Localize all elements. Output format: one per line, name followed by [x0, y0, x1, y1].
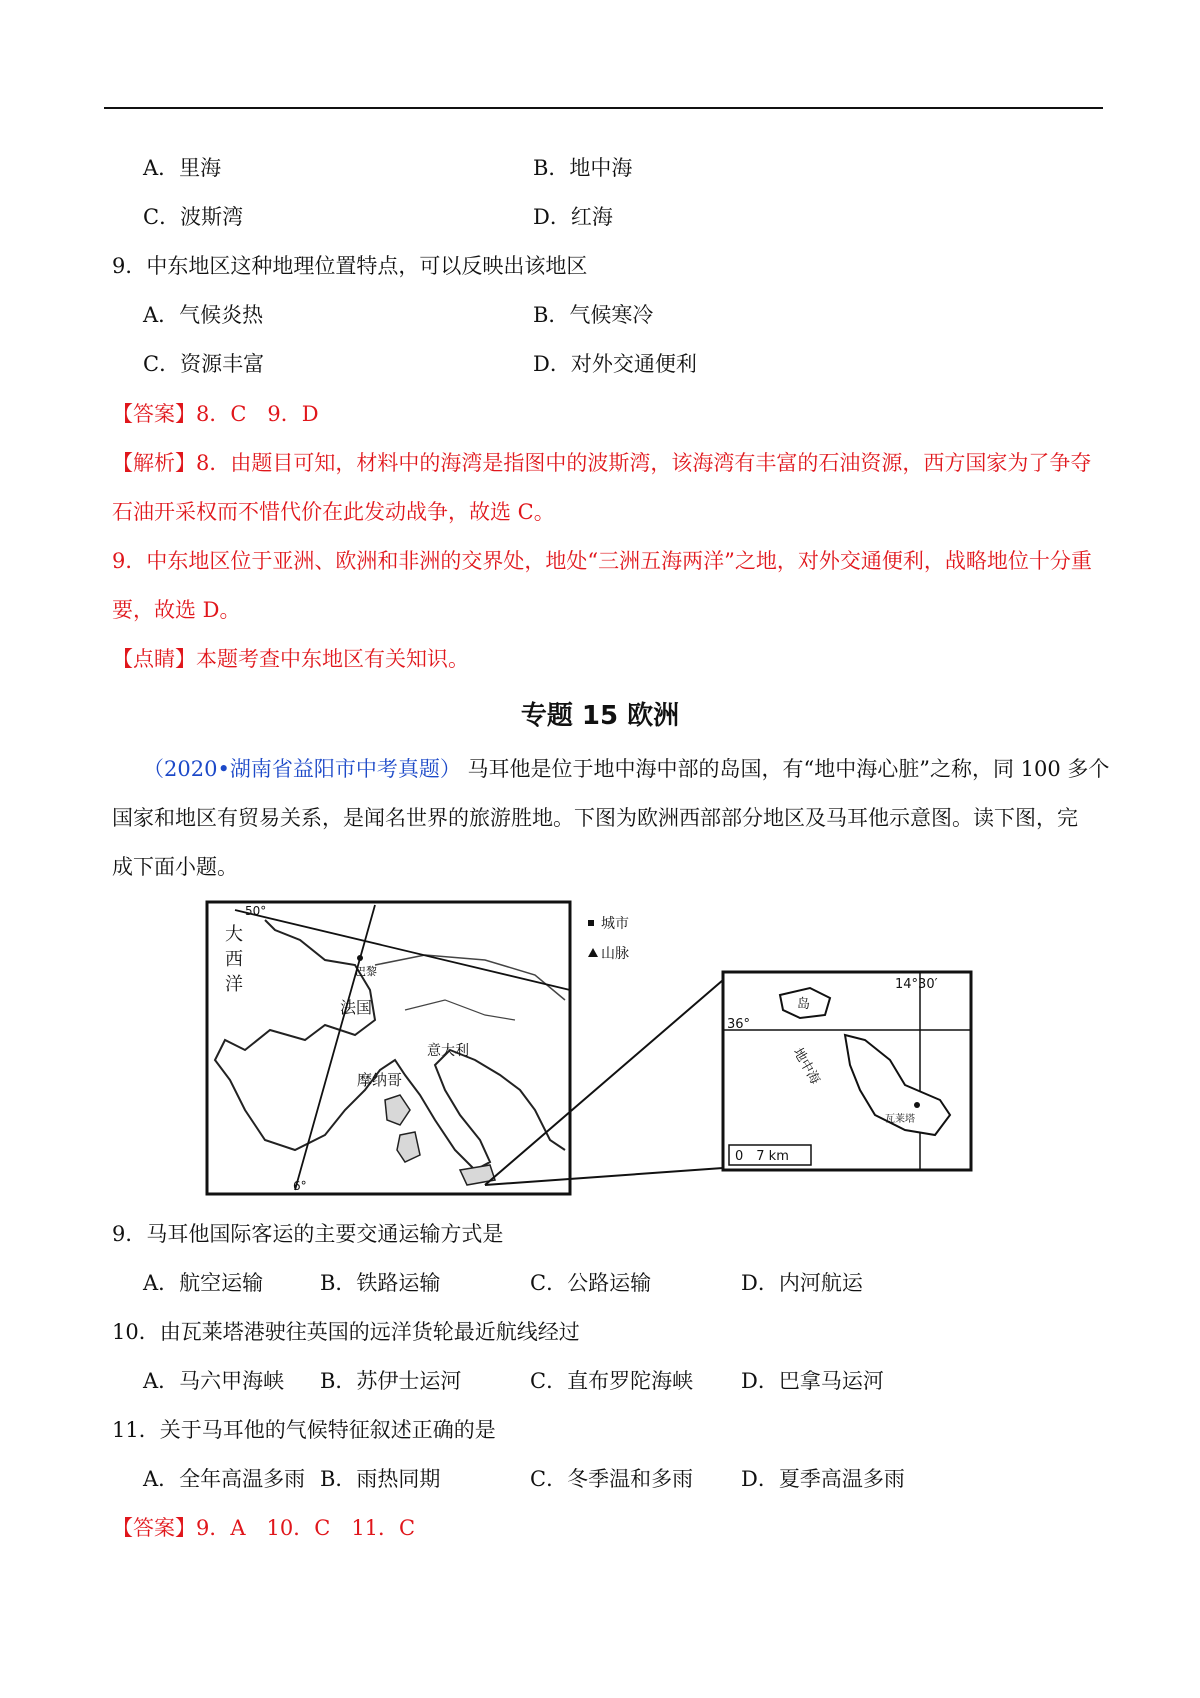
malta-inset-frame — [723, 972, 971, 1170]
paris-city-marker — [357, 955, 363, 961]
intro-line-1-text: 马耳他是位于地中海中部的岛国，有“地中海心脏”之称，同 100 多个 — [467, 757, 1110, 781]
q9-option-a: A．气候炎热 — [143, 303, 264, 327]
analysis-line-2: 石油开采权而不惜代价在此发动战争，故选 C。 — [112, 500, 555, 524]
label-atlantic-1: 大 — [225, 924, 243, 945]
map-svg — [205, 900, 1015, 1200]
q9-option-c: C．资源丰富 — [143, 352, 265, 376]
label-italy: 意大利 — [427, 1043, 469, 1059]
label-scale: 0 7 km — [735, 1149, 789, 1164]
q9b-option-a: A．航空运输 — [143, 1271, 264, 1295]
q11-option-a: A．全年高温多雨 — [143, 1467, 306, 1491]
analysis-line-1: 【解析】8．由题目可知，材料中的海湾是指图中的波斯湾，该海湾有丰富的石油资源，西方国家为了争夺 — [112, 451, 1092, 475]
q8-option-c: C．波斯湾 — [143, 205, 244, 229]
q10-option-c: C．直布罗陀海峡 — [530, 1369, 694, 1393]
tip-1: 【点睛】本题考查中东地区有关知识。 — [112, 647, 469, 671]
header-rule — [104, 107, 1103, 109]
q10-option-b: B．苏伊士运河 — [320, 1369, 462, 1393]
intro-source: （2020•湖南省益阳市中考真题） — [143, 757, 461, 781]
label-lon-1430: 14°30′ — [895, 977, 938, 992]
q10-option-d: D．巴拿马运河 — [741, 1369, 884, 1393]
q9b-stem: 9．马耳他国际客运的主要交通运输方式是 — [112, 1222, 504, 1246]
intro-line-1 — [143, 755, 1109, 783]
intro-line-3: 成下面小题。 — [112, 855, 238, 879]
analysis-line-3: 9．中东地区位于亚洲、欧洲和非洲的交界处，地处“三洲五海两洋”之地，对外交通便利，战略地位十分重 — [112, 549, 1092, 573]
label-monaco: 摩纳哥 — [357, 1071, 403, 1089]
legend-box — [585, 910, 675, 965]
label-atlantic-2: 西 — [225, 949, 243, 970]
q9-stem: 9．中东地区这种地理位置特点，可以反映出该地区 — [112, 254, 588, 278]
q9b-option-b: B．铁路运输 — [320, 1271, 441, 1295]
answer-1: 【答案】8．C 9．D — [112, 402, 319, 426]
q11-option-b: B．雨热同期 — [320, 1467, 441, 1491]
q8-option-d: D．红海 — [533, 205, 613, 229]
q9b-option-c: C．公路运输 — [530, 1271, 652, 1295]
label-atlantic-3: 洋 — [225, 974, 243, 995]
answer-2: 【答案】9．A 10．C 11．C — [112, 1516, 416, 1540]
label-lon-6: 6° — [293, 1179, 307, 1193]
q10-stem: 10．由瓦莱塔港驶往英国的远洋货轮最近航线经过 — [112, 1320, 580, 1344]
label-mediterranean: 地中海 — [789, 1045, 823, 1088]
q8-option-a: A．里海 — [143, 156, 222, 180]
city-legend-icon — [588, 920, 594, 926]
label-valletta: 瓦莱塔 — [885, 1114, 915, 1125]
legend-mountain: 山脉 — [601, 946, 629, 962]
q10-option-a: A．马六甲海峡 — [143, 1369, 285, 1393]
valletta-marker — [914, 1102, 920, 1108]
legend-city: 城市 — [601, 916, 629, 932]
label-france: 法国 — [340, 998, 373, 1017]
label-lat-50: 50° — [245, 904, 267, 918]
label-lat-36: 36° — [727, 1017, 751, 1032]
analysis-line-4: 要，故选 D。 — [112, 598, 241, 622]
q11-option-d: D．夏季高温多雨 — [741, 1467, 905, 1491]
intro-line-2: 国家和地区有贸易关系，是闻名世界的旅游胜地。下图为欧洲西部部分地区及马耳他示意图。读下图，完 — [112, 806, 1078, 830]
section-title: 专题 15 欧洲 — [520, 701, 680, 731]
q9-option-d: D．对外交通便利 — [533, 352, 697, 376]
europe-malta-map — [205, 900, 1015, 1200]
q11-option-c: C．冬季温和多雨 — [530, 1467, 694, 1491]
q9-option-b: B．气候寒冷 — [533, 303, 654, 327]
q11-stem: 11．关于马耳他的气候特征叙述正确的是 — [112, 1418, 496, 1442]
q9b-option-d: D．内河航运 — [741, 1271, 863, 1295]
q8-option-b: B．地中海 — [533, 156, 633, 180]
label-island: 岛 — [797, 997, 811, 1012]
label-paris: 巴黎 — [355, 965, 377, 978]
